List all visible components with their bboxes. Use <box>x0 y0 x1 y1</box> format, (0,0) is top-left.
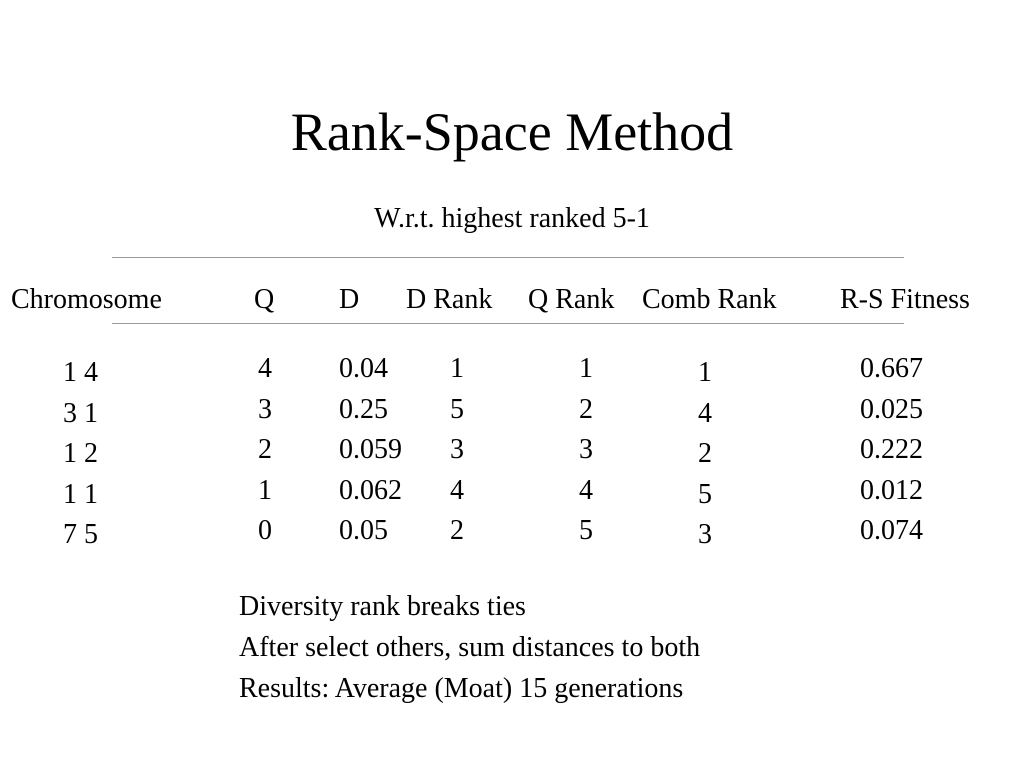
column-d <box>339 349 402 552</box>
cell-d: 0.04 <box>339 353 388 384</box>
cell-d-rank: 3 <box>450 434 464 465</box>
slide-title: Rank-Space Method <box>290 102 734 162</box>
cell-chromosome: 1 4 <box>63 357 98 388</box>
cell-d: 0.05 <box>339 515 388 546</box>
cell-rs-fitness: 0.222 <box>860 434 923 465</box>
column-d-rank <box>450 349 464 552</box>
column-chromosome <box>63 353 98 556</box>
column-q <box>258 349 272 552</box>
cell-chromosome: 3 1 <box>63 397 98 429</box>
cell-rs-fitness: 0.667 <box>860 353 923 384</box>
column-q-rank <box>579 349 593 552</box>
column-comb-rank <box>698 353 712 556</box>
header-bottom-divider <box>112 323 904 324</box>
header-rs-fitness: R-S Fitness <box>840 284 970 315</box>
cell-q-rank: 5 <box>579 515 593 546</box>
header-q-rank: Q Rank <box>528 284 615 315</box>
header-chromosome: Chromosome <box>11 284 162 315</box>
cell-comb-rank: 3 <box>698 519 712 550</box>
cell-chromosome: 1 2 <box>63 438 98 469</box>
header-q: Q <box>254 284 275 315</box>
cell-d: 0.059 <box>339 434 402 465</box>
cell-rs-fitness: 0.012 <box>860 474 923 506</box>
cell-comb-rank: 5 <box>698 478 712 510</box>
column-rs-fitness <box>860 349 923 552</box>
header-d-rank: D Rank <box>406 284 493 315</box>
cell-q: 1 <box>258 474 272 506</box>
cell-d: 0.062 <box>339 474 402 506</box>
notes-block <box>239 586 700 709</box>
cell-chromosome: 7 5 <box>63 519 98 550</box>
cell-q: 0 <box>258 515 272 546</box>
cell-d: 0.25 <box>339 393 388 425</box>
header-d: D <box>339 284 360 315</box>
cell-q: 2 <box>258 434 272 465</box>
cell-d-rank: 2 <box>450 515 464 546</box>
cell-chromosome: 1 1 <box>63 478 98 510</box>
cell-d-rank: 4 <box>450 474 464 506</box>
note-line: Diversity rank breaks ties <box>239 591 526 622</box>
cell-comb-rank: 4 <box>698 397 712 429</box>
header-top-divider <box>112 257 904 258</box>
note-line: After select others, sum distances to both <box>239 632 701 663</box>
note-line: Results: Average (Moat) 15 generations <box>239 673 684 704</box>
cell-q-rank: 3 <box>579 434 593 465</box>
cell-q: 4 <box>258 353 272 384</box>
cell-q: 3 <box>258 393 272 425</box>
cell-comb-rank: 2 <box>698 438 712 469</box>
cell-d-rank: 5 <box>450 393 464 425</box>
header-comb-rank: Comb Rank <box>642 284 777 315</box>
cell-q-rank: 4 <box>579 474 593 506</box>
cell-comb-rank: 1 <box>698 357 712 388</box>
cell-q-rank: 1 <box>579 353 593 384</box>
cell-q-rank: 2 <box>579 393 593 425</box>
cell-rs-fitness: 0.074 <box>860 515 923 546</box>
cell-rs-fitness: 0.025 <box>860 393 923 425</box>
cell-d-rank: 1 <box>450 353 464 384</box>
slide-subtitle: W.r.t. highest ranked 5-1 <box>374 203 650 234</box>
